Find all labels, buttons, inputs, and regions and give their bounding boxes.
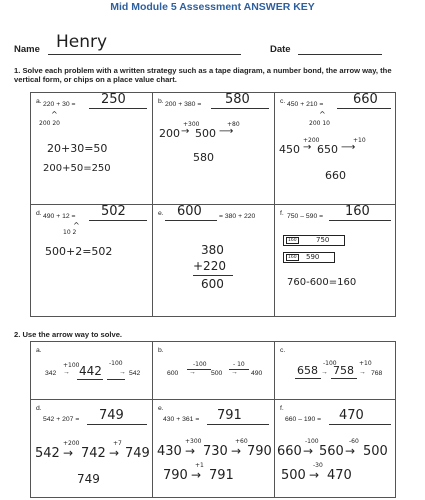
problem-1c (275, 93, 396, 205)
arrow-a1: 430 (157, 444, 182, 459)
arrow-icon: ⟶ (341, 142, 356, 153)
answer-line (211, 108, 269, 109)
arrow-a4: 791 (209, 468, 234, 483)
equation: 200 + 380 = (165, 101, 202, 108)
work-line-2: 200+50=250 (43, 163, 111, 174)
arrow-icon: → (119, 369, 126, 376)
vertical-bottom: +220 (193, 259, 226, 273)
answer: 600 (177, 204, 202, 219)
question-2-instruction: 2. Use the arrow way to solve. (14, 330, 123, 339)
arrow-b2: 470 (327, 468, 352, 483)
equation: 490 + 12 = (43, 213, 76, 220)
problem-2d (31, 400, 153, 498)
number-bond-split: 200 10 (309, 120, 330, 127)
question-1-grid (30, 92, 396, 317)
problem-1d (31, 205, 153, 317)
arrow-b1: 500 (281, 468, 306, 483)
arrow-step-1: +100 (63, 362, 80, 369)
arrow-icon: → (181, 126, 190, 137)
problem-1f (275, 205, 396, 317)
answer: 160 (345, 204, 370, 219)
name-field[interactable] (48, 32, 241, 55)
arrow-icon: → (63, 446, 74, 460)
arrow-a3-repeat: 790 (163, 468, 188, 483)
problem-label: d. (36, 210, 42, 217)
number-bond-caret: ^ (319, 110, 326, 119)
page-title: Mid Module 5 Assessment ANSWER KEY (110, 1, 315, 13)
answer-line (295, 378, 321, 379)
problem-1a (31, 93, 153, 205)
arrow-step-1: -100 (193, 361, 207, 368)
arrow-s2: +60 (235, 438, 248, 445)
arrow-s2: -60 (349, 438, 359, 445)
arrow-start: 200 (159, 127, 180, 140)
answer-line (165, 220, 217, 221)
arrow-a3: 790 (247, 444, 272, 459)
arrow-mid: 758 (333, 364, 354, 377)
tape-tag: 160 (288, 238, 297, 243)
answer-line (87, 424, 147, 425)
work-result: 580 (193, 151, 214, 164)
number-bond-split: 10 2 (63, 229, 77, 236)
problem-2f (275, 400, 396, 498)
problem-label: e. (158, 210, 164, 217)
answer-line (77, 379, 103, 380)
equation: 450 + 210 = (287, 101, 324, 108)
problem-1e (153, 205, 275, 317)
arrow-s1: -100 (305, 438, 319, 445)
vertical-result: 600 (201, 277, 224, 291)
vertical-line (193, 275, 233, 276)
arrow-mid: 500 (211, 370, 223, 377)
arrow-icon: → (303, 444, 314, 458)
problem-label: b. (158, 98, 164, 105)
answer-line (329, 220, 391, 221)
arrow-icon: → (63, 369, 70, 376)
problem-label: a. (36, 347, 42, 354)
name-value: Henry (56, 32, 108, 52)
work-line-1: 500+2=502 (45, 245, 113, 258)
arrow-start: 658 (297, 364, 318, 377)
arrow-s1: +300 (185, 438, 202, 445)
arrow-a1: 660 (277, 444, 302, 459)
arrow-a2: 730 (203, 444, 228, 459)
arrow-a3: 749 (125, 446, 150, 461)
arrow-step-1: +200 (303, 137, 320, 144)
arrow-start: 342 (45, 370, 57, 377)
arrow-mid: 650 (317, 143, 338, 156)
arrow-icon: → (303, 142, 312, 153)
equation: 660 – 190 = (285, 416, 322, 423)
tape-bar-1 (283, 235, 345, 246)
work-line-1: 20+30=50 (47, 142, 108, 155)
arrow-a3: 500 (363, 444, 388, 459)
answer-line (107, 379, 125, 380)
number-bond-caret: ^ (73, 221, 80, 230)
answer-line (329, 424, 391, 425)
answer: 470 (339, 408, 364, 423)
arrow-start: 600 (167, 370, 179, 377)
arrow-icon: → (231, 444, 242, 458)
arrow-icon: → (185, 444, 196, 458)
arrow-mid: 442 (79, 364, 102, 378)
work-result: 760-600=160 (287, 277, 357, 288)
arrow-icon: → (189, 369, 196, 376)
arrow-icon: → (345, 444, 356, 458)
problem-label: c. (280, 98, 286, 105)
name-label: Name (14, 44, 40, 55)
arrow-s3: +1 (195, 462, 204, 469)
arrow-icon: → (321, 369, 328, 376)
arrow-icon: ⟶ (219, 126, 234, 137)
arrow-step-2: - 10 (233, 361, 245, 368)
answer-line (331, 378, 357, 379)
question-2-grid (30, 341, 396, 498)
arrow-mid: 500 (195, 127, 216, 140)
problem-label: f. (280, 210, 284, 217)
arrow-icon: → (309, 468, 320, 482)
vertical-top: 380 (201, 243, 224, 257)
arrow-a1: 542 (35, 446, 60, 461)
problem-label: b. (158, 347, 164, 354)
arrow-icon: → (231, 369, 238, 376)
date-label: Date (270, 44, 291, 55)
problem-label: f. (280, 405, 284, 412)
arrow-step-2: +80 (227, 121, 240, 128)
answer-line (207, 424, 269, 425)
arrow-icon: → (359, 369, 366, 376)
arrow-end: 490 (251, 370, 263, 377)
problem-2e (153, 400, 275, 498)
date-field[interactable] (298, 40, 382, 55)
equation: 750 – 590 = (287, 213, 324, 220)
arrow-step-2: -100 (109, 360, 123, 367)
arrow-a2: 742 (81, 446, 106, 461)
equation: 430 + 361 = (163, 416, 200, 423)
number-bond-caret: ^ (51, 110, 58, 119)
arrow-step-2: +10 (353, 137, 366, 144)
answer: 660 (353, 92, 378, 107)
answer-line (337, 108, 391, 109)
arrow-a2: 560 (319, 444, 344, 459)
problem-1b (153, 93, 275, 205)
tape-tag: 160 (288, 255, 297, 260)
arrow-step-2: +10 (359, 360, 372, 367)
problem-2c (275, 342, 396, 400)
arrow-end: 768 (371, 370, 383, 377)
tape-value: 590 (306, 253, 320, 261)
arrow-icon: → (191, 468, 202, 482)
arrow-end: 542 (129, 370, 141, 377)
answer: 502 (101, 204, 126, 219)
work-result: 749 (77, 472, 100, 486)
problem-label: a. (36, 98, 42, 105)
answer: 791 (217, 408, 242, 423)
problem-label: e. (158, 405, 164, 412)
work-result: 660 (325, 169, 346, 182)
arrow-step-1: +300 (183, 121, 200, 128)
answer: 580 (225, 92, 250, 107)
answer-line (89, 220, 147, 221)
answer: 749 (99, 408, 124, 423)
problem-2b (153, 342, 275, 400)
arrow-s3: -30 (313, 462, 323, 469)
question-1-instruction: 1. Solve each problem with a written strategy such as a tape diagram, a number bond, the arrow way, the vertical form, or chips on a place value chart. (14, 66, 392, 84)
equation: 542 + 207 = (43, 416, 80, 423)
problem-label: d. (36, 405, 42, 412)
arrow-s2: +7 (113, 440, 122, 447)
answer-line (89, 108, 147, 109)
tape-bar-2 (283, 252, 335, 263)
arrow-step-1: -100 (323, 360, 337, 367)
arrow-icon: → (109, 446, 120, 460)
arrow-s1: +200 (63, 440, 80, 447)
number-bond-split: 200 20 (39, 120, 60, 127)
tape-value: 750 (316, 236, 330, 244)
problem-label: c. (280, 347, 286, 354)
equation: 220 + 30 = (43, 101, 76, 108)
equation: = 380 + 220 (219, 213, 256, 220)
problem-2a (31, 342, 153, 400)
arrow-start: 450 (279, 143, 300, 156)
answer: 250 (101, 92, 126, 107)
